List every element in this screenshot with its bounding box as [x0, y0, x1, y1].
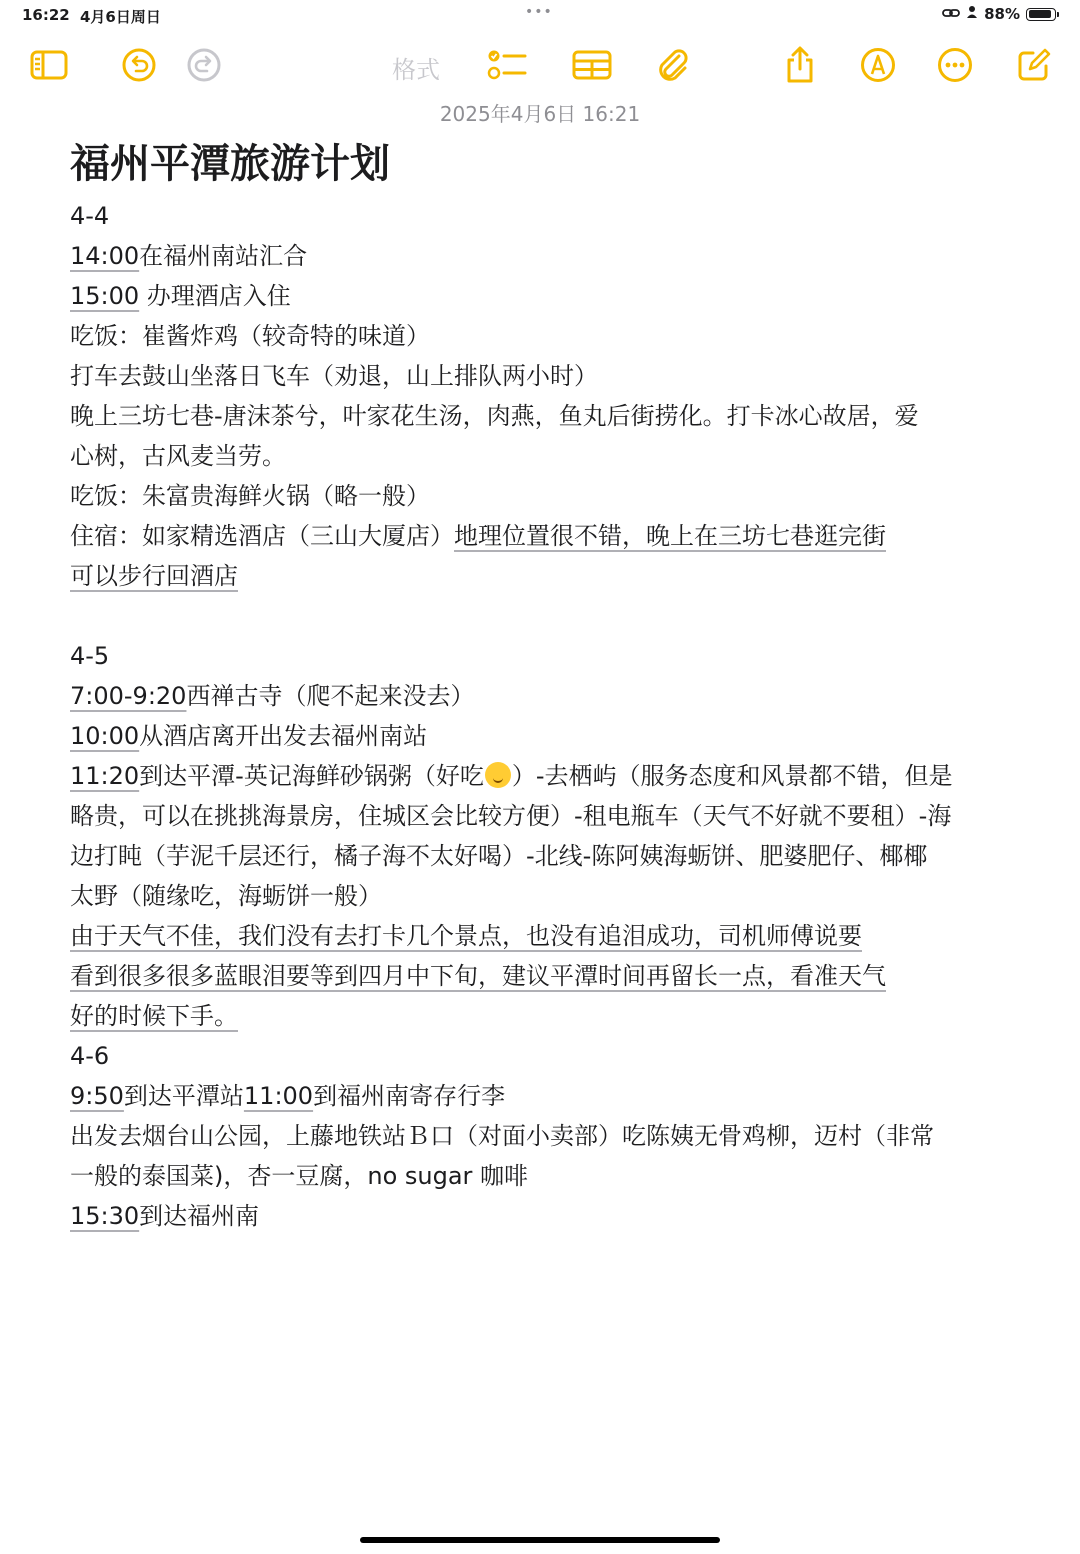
share-button[interactable] — [777, 42, 823, 88]
line-text: 到福州南寄存行李 — [313, 1082, 506, 1110]
redo-icon — [186, 47, 222, 83]
note-line[interactable]: 一般的泰国菜)，杏一豆腐，no sugar 咖啡 — [70, 1162, 529, 1190]
compose-icon — [1016, 47, 1052, 83]
share-icon — [784, 46, 816, 84]
battery-icon — [1026, 8, 1056, 21]
note-line[interactable] — [70, 1196, 1015, 1236]
battery-percent: 88% — [984, 5, 1020, 23]
note-line[interactable] — [70, 956, 1015, 996]
note-line-date[interactable]: 4-4 — [70, 202, 110, 230]
compose-button[interactable] — [1011, 42, 1057, 88]
note-line[interactable]: 边打盹（芋泥千层还行，橘子海不太好喝）-北线-陈阿姨海蛎饼、肥婆肥仔、椰椰 — [70, 842, 928, 870]
status-time: 16:22 — [22, 6, 70, 24]
underlined-text: 好的时候下手。 — [70, 1002, 238, 1030]
more-options-button[interactable] — [932, 42, 978, 88]
note-line[interactable] — [70, 556, 1015, 596]
battery-level — [1029, 10, 1051, 18]
note-line-date[interactable]: 4-6 — [70, 1042, 110, 1070]
time-link[interactable]: 15:30 — [70, 1202, 140, 1230]
note-line[interactable]: 出发去烟台山公园，上藤地铁站Ｂ口（对面小卖部）吃陈姨无骨鸡柳，迈村（非常 — [70, 1122, 934, 1150]
home-indicator[interactable] — [360, 1537, 720, 1543]
checklist-icon — [487, 48, 527, 82]
checklist-button[interactable] — [484, 42, 530, 88]
time-link[interactable]: 15:00 — [70, 282, 140, 310]
sidebar-icon — [30, 50, 68, 80]
time-link[interactable]: 7:00-9:20 — [70, 682, 187, 710]
table-icon — [572, 50, 612, 80]
note-line[interactable] — [70, 516, 1015, 556]
time-link[interactable]: 10:00 — [70, 722, 140, 750]
person-icon — [966, 5, 978, 23]
note-line[interactable]: 打车去鼓山坐落日飞车（劝退，山上排队两小时） — [70, 362, 598, 390]
format-button[interactable]: 格式 — [392, 56, 440, 84]
more-icon — [937, 47, 973, 83]
note-line[interactable]: 吃饭：朱富贵海鲜火锅（略一般） — [70, 482, 430, 510]
note-title[interactable]: 福州平潭旅游计划 — [70, 141, 390, 187]
note-line[interactable]: 太野（随缘吃，海蛎饼一般） — [70, 882, 382, 910]
status-bar — [0, 0, 1080, 32]
markup-button[interactable] — [855, 42, 901, 88]
attachment-button[interactable] — [650, 42, 696, 88]
note-line[interactable]: 吃饭：崔酱炸鸡（较奇特的味道） — [70, 322, 430, 350]
time-link[interactable]: 11:00 — [243, 1082, 314, 1110]
line-text: 到达平潭-英记海鲜砂锅粥（好吃 — [139, 762, 484, 790]
link-icon — [942, 5, 960, 23]
line-text: 在福州南站汇合 — [139, 242, 308, 270]
note-line[interactable] — [70, 276, 1015, 316]
status-date: 4月6日周日 — [80, 8, 161, 26]
line-text: 西禅古寺（爬不起来没去） — [186, 682, 475, 710]
undo-button[interactable] — [116, 42, 162, 88]
note-line[interactable] — [70, 756, 1015, 796]
attachment-icon — [655, 47, 691, 83]
line-text: 到达平潭站 — [123, 1082, 244, 1110]
table-button[interactable] — [569, 42, 615, 88]
note-line[interactable]: 心树，古风麦当劳。 — [70, 442, 286, 470]
line-text: ）-去栖屿（服务态度和风景都不错，但是 — [511, 762, 953, 790]
time-link[interactable]: 11:20 — [70, 762, 140, 790]
redo-button[interactable] — [181, 42, 227, 88]
underlined-text: 由于天气不佳，我们没有去打卡几个景点，也没有追泪成功，司机师傅说要 — [70, 922, 862, 950]
time-link[interactable]: 14:00 — [70, 242, 140, 270]
underlined-text: 可以步行回酒店 — [70, 562, 238, 590]
yum-face-emoji — [485, 762, 511, 788]
underlined-text: 地理位置很不错，晚上在三坊七巷逛完街 — [454, 522, 886, 550]
note-line[interactable] — [70, 236, 1015, 276]
note-line[interactable] — [70, 676, 1015, 716]
status-indicators — [942, 5, 1056, 23]
note-line[interactable]: 略贵，可以在挑挑海景房，住城区会比较方便）-租电瓶车（天气不好就不要租）-海 — [70, 802, 952, 830]
time-link[interactable]: 9:50 — [70, 1082, 124, 1110]
line-text: 办理酒店入住 — [139, 282, 291, 310]
multitasking-dots[interactable]: ••• — [525, 4, 553, 20]
line-text: 从酒店离开出发去福州南站 — [139, 722, 428, 750]
sidebar-toggle-button[interactable] — [26, 42, 72, 88]
markup-icon — [860, 47, 896, 83]
note-line[interactable] — [70, 716, 1015, 756]
note-blank-line[interactable] — [70, 596, 1015, 636]
note-line[interactable] — [70, 996, 1015, 1036]
note-line-date[interactable]: 4-5 — [70, 642, 110, 670]
note-line[interactable] — [70, 916, 1015, 956]
line-text: 到达福州南 — [139, 1202, 260, 1230]
note-line[interactable] — [70, 1076, 1015, 1116]
underlined-text: 看到很多很多蓝眼泪要等到四月中下旬，建议平潭时间再留长一点，看准天气 — [70, 962, 886, 990]
note-line[interactable]: 晚上三坊七巷-唐沫茶兮，叶家花生汤，肉燕，鱼丸后街捞化。打卡冰心故居，爱 — [70, 402, 919, 430]
note-body[interactable] — [70, 136, 1015, 1236]
toolbar — [0, 42, 1080, 88]
note-timestamp: 2025年4月6日 16:21 — [439, 102, 641, 126]
line-text: 住宿：如家精选酒店（三山大厦店） — [70, 522, 454, 550]
undo-icon — [121, 47, 157, 83]
